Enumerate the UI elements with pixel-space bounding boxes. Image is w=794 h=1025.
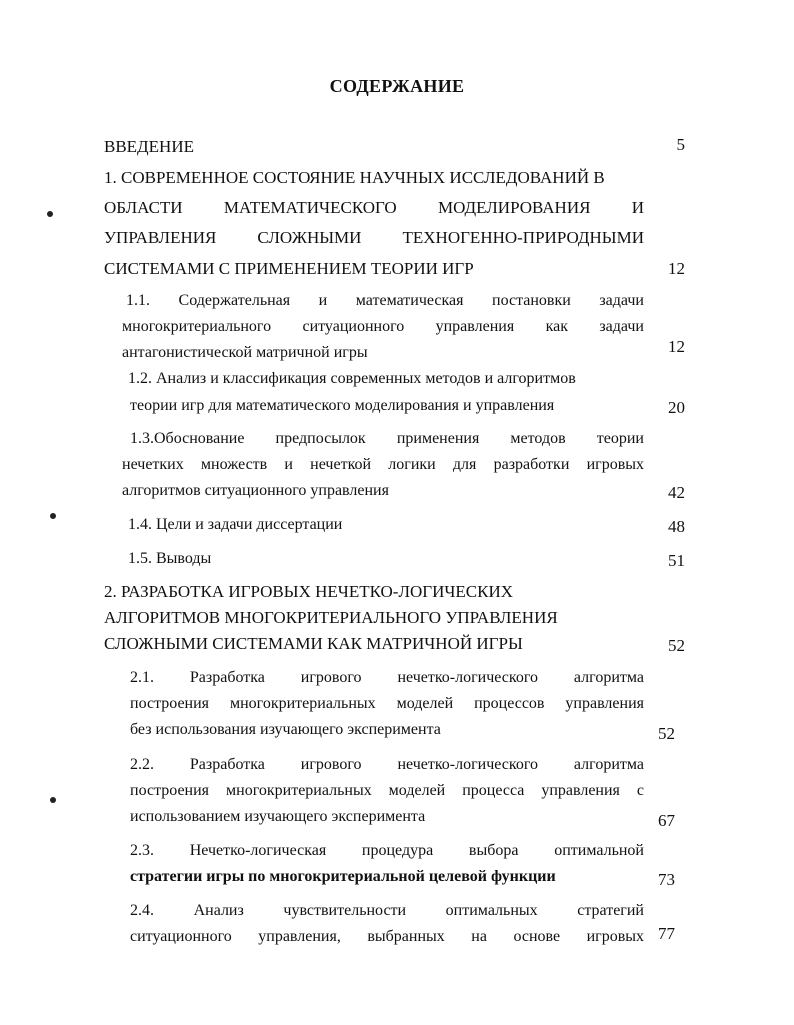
toc-chapter-1-line: ОБЛАСТИ МАТЕМАТИЧЕСКОГО МОДЕЛИРОВАНИЯ И [104, 198, 644, 217]
scan-mark [50, 513, 56, 519]
toc-section-2-2-line: использованием изучающего эксперимента [130, 808, 426, 825]
toc-section-1-4-line: 1.4. Цели и задачи диссертации [128, 516, 343, 533]
toc-page-number: 67 [658, 811, 675, 830]
toc-page-number: 42 [668, 483, 685, 502]
toc-entry-intro: ВВЕДЕНИЕ [104, 137, 194, 156]
toc-section-2-1-line: 2.1. Разработка игрового нечетко-логического алгоритма [130, 669, 644, 686]
toc-page-number: 52 [658, 724, 675, 743]
toc-page-number: 77 [658, 924, 675, 943]
toc-page-number: 12 [668, 337, 685, 356]
toc-section-2-1-line: построения многокритериальных моделей процессов управления [130, 695, 644, 712]
toc-section-2-2-line: построения многокритериальных моделей процесса управления с [130, 782, 644, 799]
toc-section-1-2-line: 1.2. Анализ и классификация современных методов и алгоритмов [128, 370, 576, 387]
toc-chapter-1-line: УПРАВЛЕНИЯ СЛОЖНЫМИ ТЕХНОГЕННО-ПРИРОДНЫМИ [104, 228, 644, 247]
toc-section-1-3-line: нечетких множеств и нечеткой логики для разработки игровых [122, 456, 644, 473]
toc-page-number: 12 [668, 259, 685, 278]
toc-section-2-2-line: 2.2. Разработка игрового нечетко-логического алгоритма [130, 756, 644, 773]
page-title: СОДЕРЖАНИЕ [329, 76, 465, 96]
toc-page-number: 51 [668, 551, 685, 570]
toc-section-1-1-line: антагонистической матричной игры [122, 344, 368, 361]
toc-section-2-4-line: ситуационного управления, выбранных на основе игровых [130, 928, 644, 945]
toc-page-number: 52 [668, 636, 685, 655]
scan-mark [50, 797, 56, 803]
toc-section-2-1-line: без использования изучающего эксперимента [130, 721, 441, 738]
toc-chapter-2-line: 2. РАЗРАБОТКА ИГРОВЫХ НЕЧЕТКО-ЛОГИЧЕСКИХ [104, 582, 514, 601]
toc-page-number: 5 [676, 135, 685, 154]
toc-page-number: 73 [658, 870, 675, 889]
toc-chapter-2-line: АЛГОРИТМОВ МНОГОКРИТЕРИАЛЬНОГО УПРАВЛЕНИЯ [104, 608, 558, 627]
toc-section-1-1-line: многокритериального ситуационного управления как задачи [122, 318, 644, 335]
toc-chapter-1-line: 1. СОВРЕМЕННОЕ СОСТОЯНИЕ НАУЧНЫХ ИССЛЕДОВАНИЙ В [104, 168, 605, 187]
scan-mark [47, 211, 53, 217]
toc-chapter-1-line: СИСТЕМАМИ С ПРИМЕНЕНИЕМ ТЕОРИИ ИГР [104, 259, 474, 278]
toc-section-1-3-line: алгоритмов ситуационного управления [122, 482, 389, 499]
toc-section-2-3-line: 2.3. Нечетко-логическая процедура выбора оптимальной [130, 842, 644, 859]
toc-section-1-5-line: 1.5. Выводы [128, 550, 212, 567]
toc-section-1-1-line: 1.1. Содержательная и математическая постановки задачи [126, 292, 644, 309]
toc-page-number: 20 [668, 398, 685, 417]
toc-section-2-3-line: стратегии игры по многокритериальной целевой функции [130, 868, 556, 885]
toc-section-2-4-line: 2.4. Анализ чувствительности оптимальных стратегий [130, 902, 644, 919]
toc-section-1-3-line: 1.3.Обоснование предпосылок применения методов теории [130, 430, 644, 447]
toc-chapter-2-line: СЛОЖНЫМИ СИСТЕМАМИ КАК МАТРИЧНОЙ ИГРЫ [104, 634, 523, 653]
toc-page-number: 48 [668, 517, 685, 536]
toc-section-1-2-line: теории игр для математического моделирования и управления [130, 397, 555, 414]
